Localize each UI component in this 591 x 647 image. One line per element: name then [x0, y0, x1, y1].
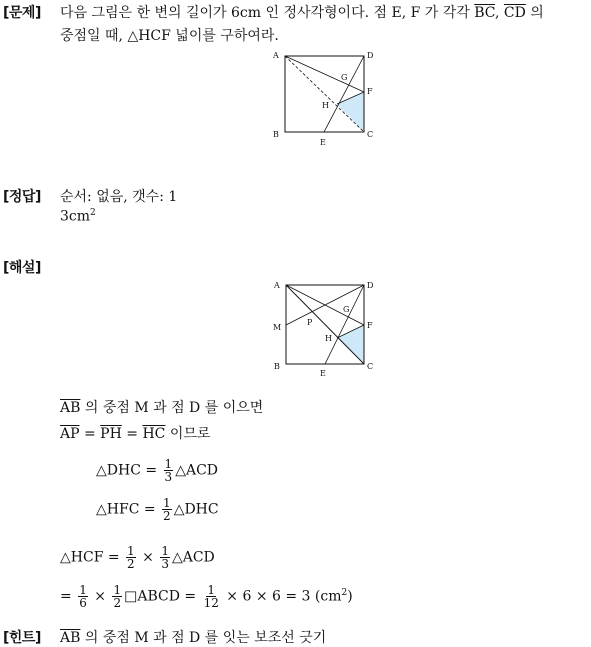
comma: , — [495, 5, 504, 21]
f1-label-a: A — [273, 51, 279, 60]
problem-label: [문제] — [3, 5, 41, 21]
eq1-lhs: △DHC = — [96, 462, 162, 479]
solution-text-2: 이므로 — [165, 426, 211, 442]
problem-line-2: 중점일 때, △HCF 넓이를 구하여라. — [60, 28, 279, 44]
f1-label-g: G — [341, 73, 348, 82]
eq4-num-1: 1 — [79, 583, 87, 597]
equation-3 — [60, 545, 215, 570]
answer-value: 3cm — [60, 208, 91, 225]
f1-label-b: B — [273, 130, 279, 139]
eq3-num-1: 1 — [127, 544, 135, 558]
hint-line — [60, 627, 326, 647]
segment-ab: $\overline{AB}$ — [60, 400, 81, 416]
problem-line-1 — [60, 2, 544, 22]
f2-label-g: G — [343, 305, 350, 314]
eq4-times: × — [89, 588, 111, 605]
f1-label-f: F — [367, 87, 373, 96]
f1-label-c: C — [367, 130, 374, 139]
f2-label-h: H — [325, 334, 332, 343]
figure-1 — [270, 48, 380, 148]
f2-label-d: D — [367, 281, 374, 290]
eq4-close: ) — [347, 588, 353, 605]
figure-2 — [270, 276, 380, 376]
solution-line-1 — [60, 397, 263, 417]
equation-1 — [96, 458, 218, 483]
eq3-lhs: △HCF = — [60, 549, 125, 566]
segment-ph: $\overline{PH}$ — [100, 426, 122, 442]
eq1-den: 3 — [164, 470, 173, 484]
eq3-fraction-1 — [126, 545, 136, 570]
segment-af — [285, 56, 364, 92]
eq3-den-1: 2 — [127, 557, 135, 571]
equals-1: = — [79, 426, 101, 442]
equation-2 — [96, 497, 219, 522]
answer-label: [정답] — [3, 189, 41, 205]
eq3-rhs: △ACD — [171, 549, 215, 566]
eq2-lhs: △HFC = — [96, 501, 161, 518]
segment-cd: $\overline{CD}$ — [503, 5, 526, 21]
eq4-tail: × 6 × 6 = 3 (cm — [221, 588, 342, 605]
eq4-num-2: 1 — [113, 583, 122, 597]
f1-label-e: E — [320, 138, 326, 147]
eq1-fraction — [164, 458, 174, 483]
answer-exponent: 2 — [90, 208, 96, 218]
equals-2: = — [121, 426, 143, 442]
eq4-num-3: 1 — [207, 583, 216, 597]
eq2-fraction — [162, 497, 172, 522]
f2-label-c: C — [367, 362, 374, 371]
eq4-mid: □ABCD = — [124, 588, 201, 605]
eq4-fraction-3 — [203, 584, 220, 609]
segment-bc: $\overline{BC}$ — [474, 5, 496, 21]
hint-label: [힌트] — [3, 630, 41, 646]
f2-label-e: E — [320, 369, 326, 376]
eq4-den-3: 12 — [203, 596, 219, 610]
answer-line-1: 순서: 없음, 갯수: 1 — [60, 189, 178, 205]
eq4-fraction-2 — [112, 584, 122, 609]
eq3-fraction-2 — [160, 545, 170, 570]
diagonal-ac — [285, 56, 364, 132]
hint-segment-ab: $\overline{AB}$ — [60, 630, 81, 646]
f2-label-f: F — [367, 321, 373, 330]
eq4-eq: = — [60, 588, 77, 605]
solution-text-1: 의 중점 M 과 점 D 를 이으면 — [80, 400, 264, 416]
eq2-rhs: △DHC — [173, 501, 219, 518]
eq3-times: × — [137, 549, 159, 566]
eq4-exponent: 2 — [341, 587, 348, 598]
f2-label-a: A — [274, 281, 280, 290]
eq1-rhs: △ACD — [175, 462, 219, 479]
answer-line-2 — [60, 208, 96, 225]
problem-text-b: 의 — [525, 5, 544, 21]
equation-4 — [60, 584, 353, 609]
f2-label-m: M — [273, 323, 282, 332]
eq4-den-1: 6 — [79, 596, 87, 610]
eq2-den: 2 — [163, 509, 171, 523]
diagonal-ac-2 — [286, 285, 364, 364]
eq3-den-2: 3 — [161, 557, 169, 571]
solution-line-2 — [60, 423, 210, 443]
f1-label-d: D — [367, 51, 374, 60]
problem-text-a: 다음 그림은 한 변의 길이가 6cm 인 정사각형이다. 점 E, F 가 각각 — [60, 5, 475, 21]
eq1-num: 1 — [164, 457, 173, 471]
eq4-den-2: 2 — [113, 596, 122, 610]
f2-label-b: B — [274, 362, 280, 371]
eq4-fraction-1 — [78, 584, 88, 609]
eq3-num-2: 1 — [161, 544, 169, 558]
segment-hc: $\overline{HC}$ — [142, 426, 166, 442]
hint-text: 의 중점 M 과 점 D 를 잇는 보조선 긋기 — [80, 630, 327, 646]
segment-ap: $\overline{AP}$ — [60, 426, 80, 442]
solution-label: [해설] — [3, 260, 41, 276]
f2-label-p: P — [307, 318, 313, 327]
f1-label-h: H — [322, 101, 329, 110]
eq2-num: 1 — [163, 496, 171, 510]
